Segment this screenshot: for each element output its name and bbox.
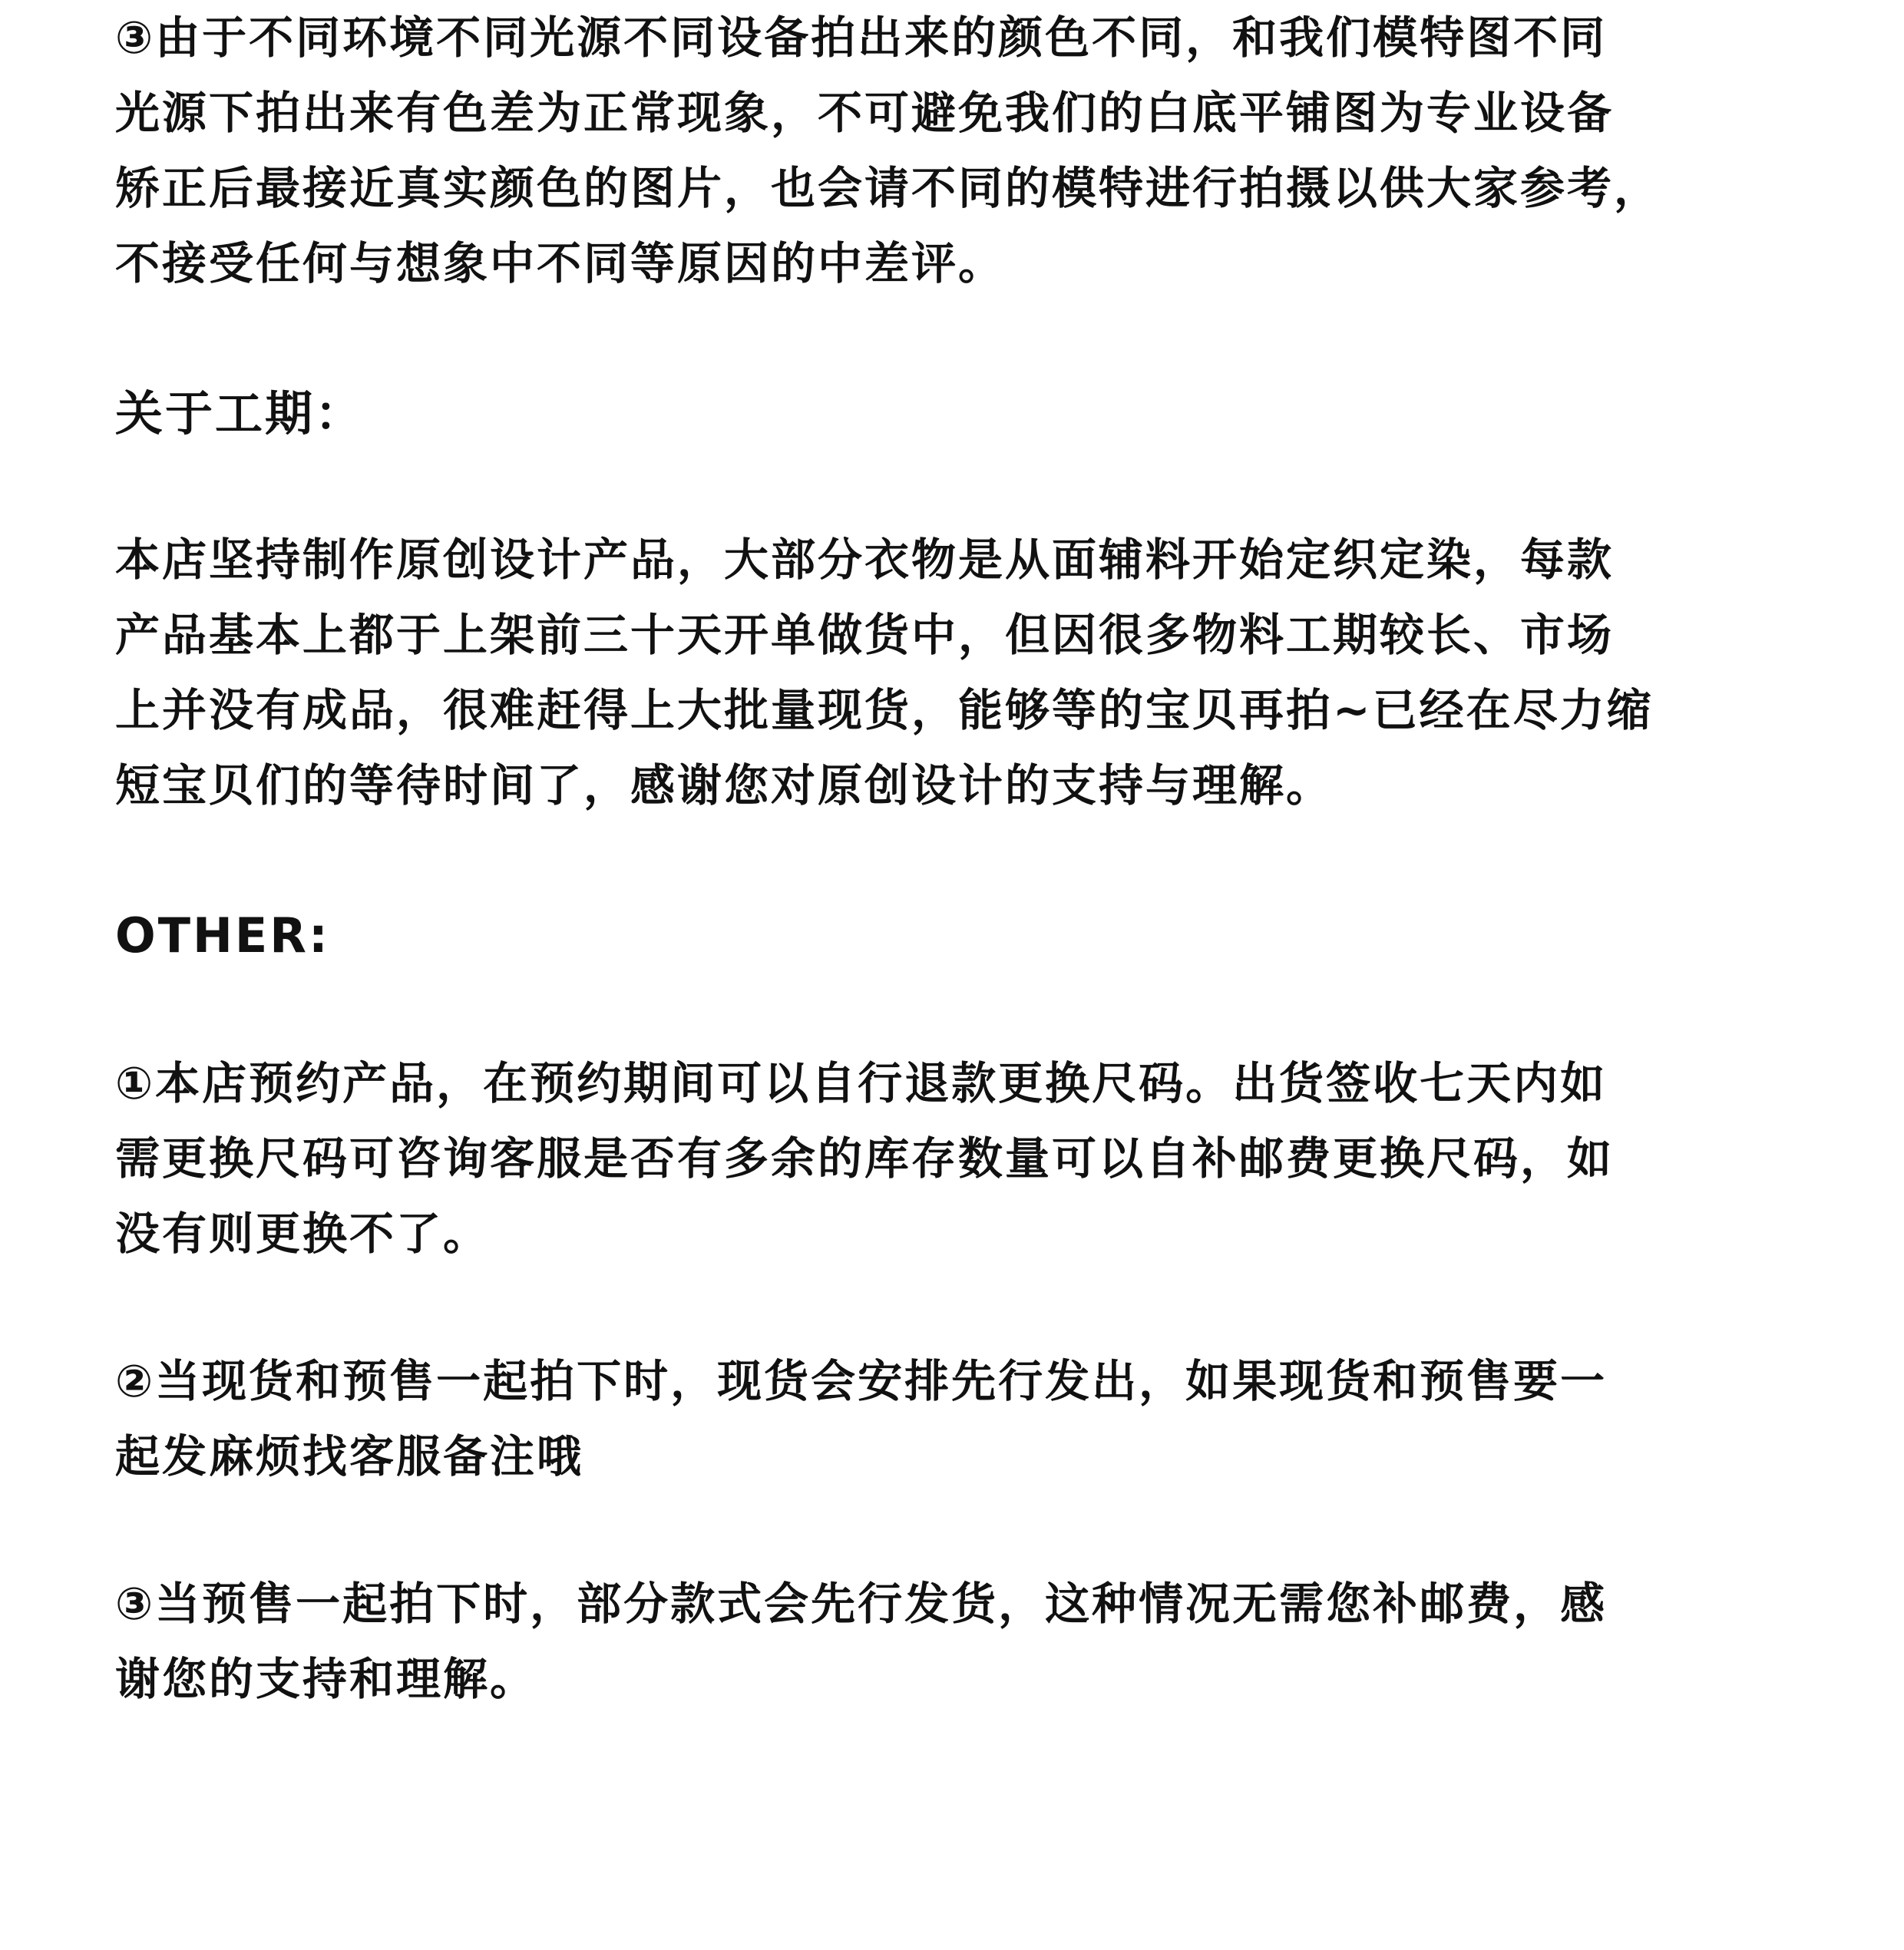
paragraph-line: ③当预售一起拍下时，部分款式会先行发货，这种情况无需您补邮费，感 (115, 1578, 1608, 1630)
paragraph-line: 矫正后最接近真实颜色的图片，也会请不同的模特进行拍摄以供大家参考， (115, 162, 1661, 214)
paragraph-line: 短宝贝们的等待时间了，感谢您对原创设计的支持与理解。 (115, 759, 1334, 811)
paragraph-line: 没有则更换不了。 (115, 1208, 491, 1260)
paragraph-line: 起发麻烦找客服备注哦 (115, 1430, 584, 1482)
paragraph-line: 需更换尺码可咨询客服是否有多余的库存数量可以自补邮费更换尺码，如 (115, 1132, 1615, 1185)
paragraph-line: 不接受任何与想象中不同等原因的中差评。 (115, 237, 1006, 289)
lead-time-paragraph (115, 522, 1654, 823)
paragraph-line: ①本店预约产品，在预约期间可以自行退款更换尺码。出货签收七天内如 (115, 1057, 1608, 1109)
paragraph-line: 上并没有成品，很难赶得上大批量现货，能够等的宝贝再拍~已经在尽力缩 (115, 684, 1654, 736)
paragraph-line: ③由于不同环境不同光源不同设备拍出来的颜色不同，和我们模特图不同 (115, 12, 1608, 64)
paragraph-line: 本店坚持制作原创设计产品，大部分衣物是从面辅料开始定织定染，每款 (115, 534, 1615, 586)
lead-time-heading: 关于工期： (115, 385, 365, 441)
paragraph-line: 谢您的支持和理解。 (115, 1653, 537, 1705)
paragraph-line: ②当现货和预售一起拍下时，现货会安排先行发出，如果现货和预售要一 (115, 1355, 1608, 1407)
other-item-2 (115, 1344, 1607, 1494)
paragraph-line: 产品基本上都于上架前三十天开单做货中，但因很多物料工期较长、市场 (115, 609, 1615, 661)
other-heading: OTHER: (115, 907, 330, 963)
other-item-1 (115, 1046, 1614, 1271)
other-item-3 (115, 1566, 1607, 1717)
paragraph-line: 光源下拍出来有色差为正常现象，不可避免我们的白底平铺图为专业设备 (115, 87, 1615, 139)
color-difference-paragraph (115, 0, 1661, 301)
